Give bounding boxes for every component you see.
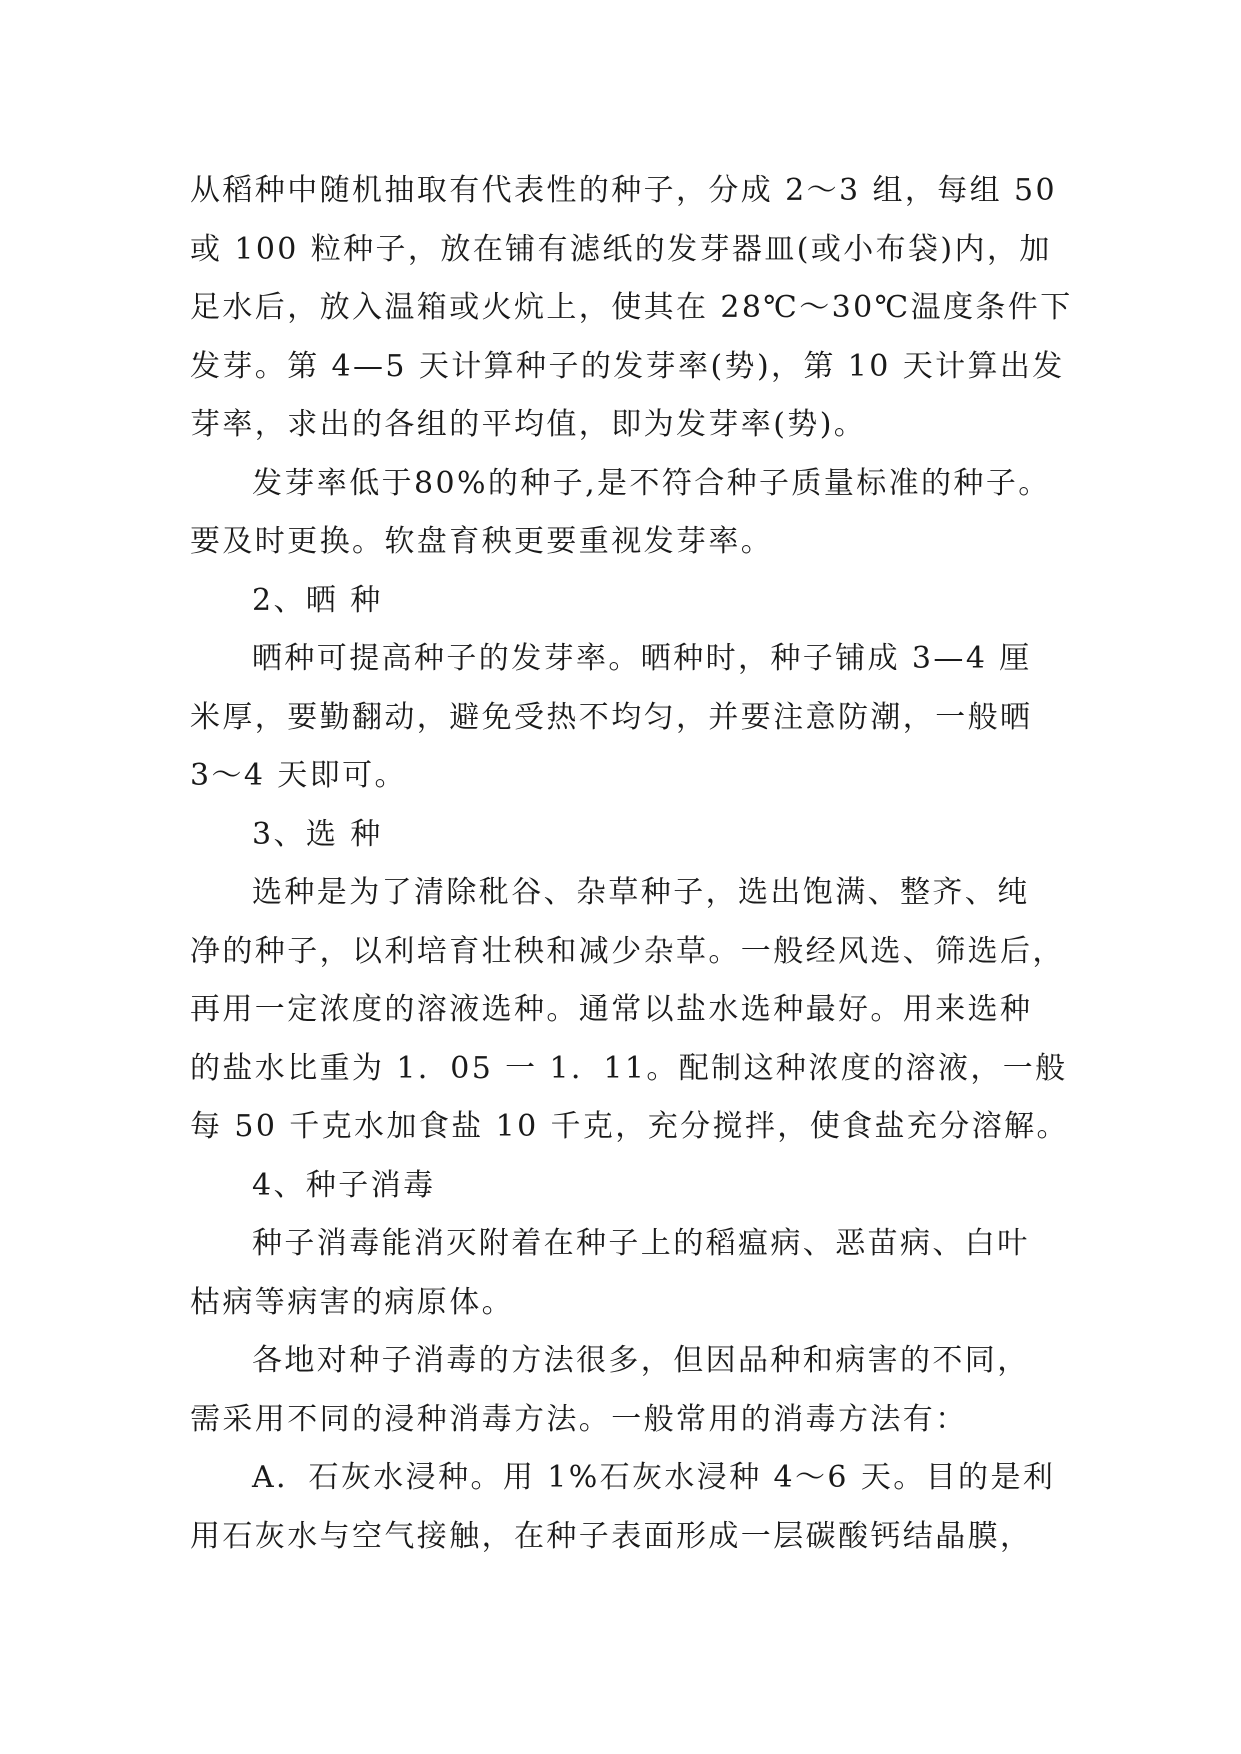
text-line: 发芽率低于80%的种子,是不符合种子质量标准的种子。	[252, 465, 1051, 501]
section-heading-seed-disinfection: 4、种子消毒	[252, 1167, 436, 1203]
text-line: 各地对种子消毒的方法很多，但因品种和病害的不同，	[252, 1343, 1030, 1378]
text-line: 需采用不同的浸种消毒方法。一般常用的消毒方法有：	[190, 1401, 968, 1437]
text-line: 芽率，求出的各组的平均值，即为发芽率(势)。	[190, 407, 867, 442]
text-line: 米厚，要勤翻动，避免受热不均匀，并要注意防潮，一般晒	[190, 699, 1033, 735]
text-line: 发芽。第 4—5 天计算种子的发芽率(势)，第 10 天计算出发	[190, 348, 1065, 384]
text-line: 3～4 天即可。	[190, 758, 407, 793]
text-line: 选种是为了清除秕谷、杂草种子，选出饱满、整齐、纯	[252, 875, 1030, 910]
section-heading-sun-drying: 2、晒 种	[252, 582, 383, 618]
text-line: 从稻种中随机抽取有代表性的种子，分成 2～3 组，每组 50	[190, 173, 1057, 208]
text-line: 用石灰水与空气接触，在种子表面形成一层碳酸钙结晶膜，	[190, 1518, 1033, 1554]
text-line: 晒种可提高种子的发芽率。晒种时，种子铺成 3—4 厘	[252, 641, 1032, 676]
text-line: 每 50 千克水加食盐 10 千克，充分搅拌，使食盐充分溶解。	[190, 1109, 1069, 1144]
section-heading-seed-selection: 3、选 种	[252, 816, 383, 852]
text-line: 或 100 粒种子，放在铺有滤纸的发芽器皿(或小布袋)内，加	[190, 231, 1052, 267]
text-line: 净的种子，以利培育壮秧和减少杂草。一般经风选、筛选后，	[190, 933, 1065, 969]
text-line: 再用一定浓度的溶液选种。通常以盐水选种最好。用来选种	[190, 992, 1033, 1027]
text-line: 的盐水比重为 1．05 一 1．11。配制这种浓度的溶液，一般	[190, 1050, 1068, 1086]
document-body	[190, 162, 1073, 1566]
text-line: 要及时更换。软盘育秧更要重视发芽率。	[190, 524, 774, 559]
text-line: A．石灰水浸种。用 1%石灰水浸种 4～6 天。目的是利	[252, 1460, 1056, 1495]
text-line: 种子消毒能消灭附着在种子上的稻瘟病、恶苗病、白叶	[252, 1226, 1030, 1261]
text-line: 足水后，放入温箱或火炕上，使其在 28℃～30℃温度条件下	[190, 290, 1073, 325]
text-line: 枯病等病害的病原体。	[190, 1284, 514, 1320]
